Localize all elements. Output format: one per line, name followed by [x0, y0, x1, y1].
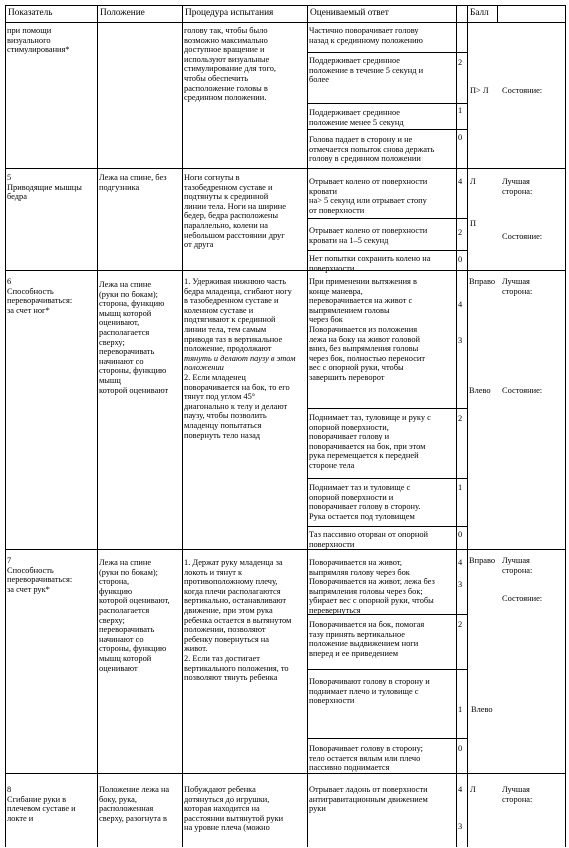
score-value: 4 — [458, 785, 463, 794]
procedure-cell: 1. Удерживая нижнюю часть бедра младенца, сгибают ногу в тазобедренном суставе и коленном суставе и подтягивают к срединной линии тела, тем самым приводя таз в вертикальное положение, продолжают тянуть и делают паузу в этом положении 2. Если младенец поворачивается на бок, то его тянут под углом 45° диагонально к телу и делают паузу, чтобы позволить младенцу попытаться повернуть тело назад — [184, 277, 296, 440]
score-value: 2 — [458, 620, 463, 629]
indicator-cell: 5 Приводящие мышцы бедра — [7, 173, 82, 202]
side-label: Вправо — [469, 277, 496, 286]
score-value: 0 — [458, 133, 463, 142]
response-cell: Отрывает ладонь от поверхности антигравитационным движением руки — [309, 785, 428, 814]
response-cell: Таз пассивно оторван от опорной поверхности — [309, 530, 429, 549]
side-label: Вправо — [469, 556, 496, 565]
indicator-cell: 8 Сгибание руки в плечевом суставе и локте и — [7, 785, 76, 823]
state-label: Состояние: — [502, 594, 543, 603]
score-value: 2 — [458, 414, 463, 423]
position-cell: Лежа на спине (руки по бокам); сторона, функцию мышц которой оценивают, располагается сверху; переворачивать начинают со стороны, функцию мышц которой оценивают — [99, 280, 169, 395]
score-value: 1 — [458, 705, 463, 714]
score-value: 2 — [458, 58, 463, 67]
score-value: 4 — [458, 300, 463, 309]
response-cell: Поднимает таз и туловище с опорной поверхности и поворачивает голову в сторону. Рука остается под туловищем — [309, 483, 421, 521]
position-cell: Лежа на спине, без подгузника — [99, 173, 167, 192]
response-cell: Отрывает колено от поверхности кровати на 1–5 секунд — [309, 226, 428, 245]
best-side-label: Лучшая сторона: — [502, 277, 533, 296]
procedure-cell: голову так, чтобы было возможно максимально доступное вращение и используют визуальные стимулирование для того, чтобы обеспечить расположение головы в срединном положении. — [184, 26, 276, 103]
response-cell: Поворачивается на живот, выпрямляя голову через бок Поворачивается на живот, лежа без выпрямления головы через бок; убирает вес с опорной руки, чтобы перевернуться — [309, 558, 435, 615]
score-value: 4 — [458, 558, 463, 567]
header-position: Положение — [100, 8, 145, 18]
state-label: Состояние: — [502, 232, 543, 241]
response-cell: Поворачивается на бок, помогая тазу принять вертикальное положение выдвижением ноги вперед и ее приведением — [309, 620, 425, 658]
position-cell: Лежа на спине (руки по бокам); сторона, функцию которой оценивают, располагается сверху; переворачивать начинают со стороны, функцию мышц которой оценивают — [99, 558, 170, 673]
header-response: Оцениваемый ответ — [310, 8, 389, 18]
procedure-cell: Ноги согнуты в тазобедренном суставе и подтянуты к срединной линии тела. Ноги на ширине бедер, бедра расположены параллельно, колени на небольшом расстоянии друг от друга — [184, 173, 287, 250]
score-value: 3 — [458, 822, 463, 831]
response-cell: Поддерживает срединное положение менее 5 секунд — [309, 108, 404, 127]
header-indicator: Показатель — [8, 8, 53, 18]
response-cell: Нет попытки сохранить колено на поверхности — [309, 254, 431, 273]
side-label: Влево — [471, 705, 493, 714]
side-label: Влево — [469, 386, 491, 395]
score-value: 0 — [458, 744, 463, 753]
side-label: Л — [470, 785, 476, 794]
score-value: 3 — [458, 580, 463, 589]
score-value: 1 — [458, 483, 463, 492]
state-label: Состояние: — [502, 386, 543, 395]
response-cell: Отрывает колено от поверхности кровати на> 5 секунд или отрывает стопу от поверхности — [309, 177, 428, 215]
score-value: 4 — [458, 177, 463, 186]
response-cell: При применении вытяжения в конце маневра, переворачивается на живот с выпрямлением головы через бок Поворачивается из положения лежа на боку на живот головой вниз, без выпрямления головы через бок, полностью переносит вес с опорной руки, чтобы завершить переворот — [309, 277, 426, 382]
best-side-label: Лучшая сторона: — [502, 177, 533, 196]
header-score: Балл — [470, 8, 489, 18]
response-cell: Голова падает в сторону и не отмечается попыток снова держать голову в срединном положении — [309, 135, 435, 164]
indicator-cell: 7 Способность переворачиваться: за счет рук* — [7, 556, 73, 594]
response-cell: Поддерживает срединное положение в течение 5 секунд и более — [309, 56, 424, 85]
response-cell: Частично поворачивает голову назад к срединному положению — [309, 26, 423, 45]
procedure-cell: Побуждают ребенка дотянуться до игрушки, которая находится на расстоянии вытянутой руки на уровне плеча (можно — [184, 785, 284, 833]
indicator-cell: 6 Способность переворачиваться: за счет ног* — [7, 277, 73, 315]
indicator-cell: при помощи визуального стимулирования* — [7, 26, 70, 55]
score-value: 0 — [458, 255, 463, 264]
response-cell: Поднимает таз, туловище и руку с опорной поверхности, поворачивает голову и поворачивается на бок, при этом рука перемещается к передней стороне тела — [309, 413, 431, 470]
position-cell: Положение лежа на боку, рука, расположенная сверху, разогнута в — [99, 785, 170, 823]
response-cell: Поворачивает голову в сторону; тело остается вялым или плечо пассивно поднимается — [309, 744, 423, 773]
score-value: 3 — [458, 336, 463, 345]
response-cell: Поворачивают голову в сторону и поднимает плечо и туловище с поверхности — [309, 677, 430, 706]
side-label: Л — [470, 177, 476, 186]
side-label: П> Л — [470, 86, 489, 95]
side-label: П — [470, 219, 477, 228]
score-value: 1 — [458, 106, 463, 115]
state-label: Состояние: — [502, 86, 543, 95]
score-value: 2 — [458, 228, 463, 237]
score-value: 0 — [458, 530, 463, 539]
header-procedure: Процедура испытания — [185, 8, 274, 18]
best-side-label: Лучшая сторона: — [502, 556, 533, 575]
best-side-label: Лучшая сторона: — [502, 785, 533, 804]
procedure-cell: 1. Держат руку младенца за локоть и тянут к противоположному плечу, когда плечи располагаются вертикально, останавливают движение, при этом рука ребенка остается в вытянутом положении, позволяют ребенку повернуться на живот. 2. Если таз достигает вертикального положения, то позволяют тянуть ребенка — [184, 558, 292, 683]
